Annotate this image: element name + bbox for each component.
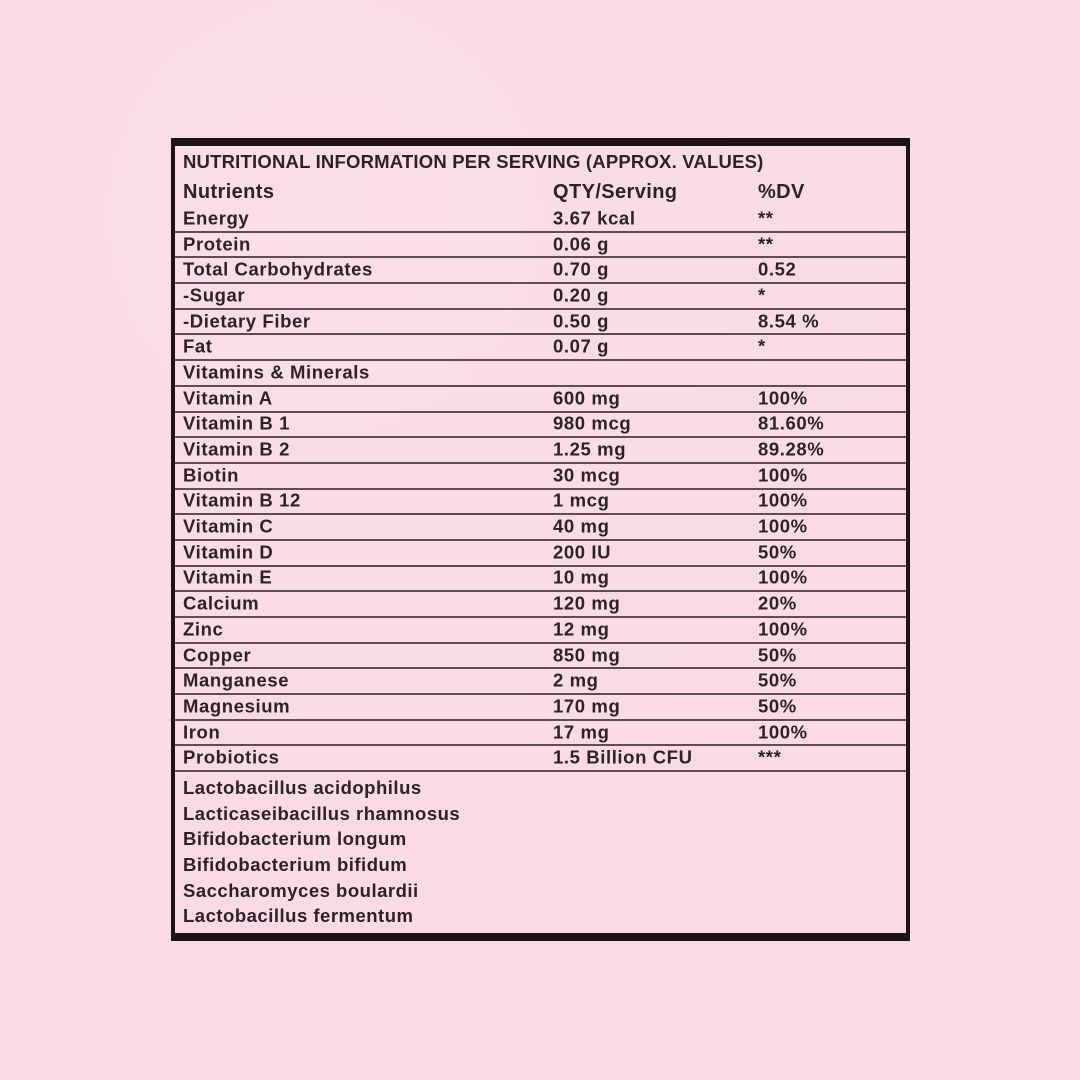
probiotic-strain: Bifidobacterium longum [183, 828, 407, 850]
nutrient-qty: 200 IU [553, 541, 612, 563]
nutrient-qty: 0.70 g [553, 258, 610, 280]
column-header-qty: QTY/Serving [553, 180, 678, 203]
nutrient-qty: 2 mg [553, 669, 599, 691]
nutrient-qty: 0.06 g [553, 233, 610, 255]
nutrient-dv: *** [758, 746, 782, 768]
table-row [175, 721, 906, 747]
nutrient-name: Magnesium [183, 695, 291, 717]
nutrient-dv: 50% [758, 541, 797, 563]
nutrient-dv: 100% [758, 721, 808, 743]
nutrient-dv: 0.52 [758, 258, 797, 280]
nutrient-dv: ** [758, 233, 774, 255]
table-row [175, 592, 906, 618]
table-row [175, 644, 906, 670]
nutrient-name: Protein [183, 233, 251, 255]
probiotic-strain: Lactobacillus acidophilus [183, 777, 422, 799]
nutrient-qty: 0.50 g [553, 310, 610, 332]
nutrient-dv: 100% [758, 464, 808, 486]
column-header-dv: %DV [758, 180, 805, 203]
nutrient-dv: 100% [758, 618, 808, 640]
nutrient-name: Vitamin E [183, 566, 273, 588]
nutrient-name: Energy [183, 207, 250, 229]
nutrient-name: Vitamin C [183, 515, 274, 537]
probiotic-strain: Saccharomyces boulardii [183, 879, 419, 901]
column-header-nutrients: Nutrients [183, 180, 275, 203]
table-row [175, 515, 906, 541]
table-row [175, 695, 906, 721]
nutrient-dv: 50% [758, 644, 797, 666]
nutrient-dv: 100% [758, 387, 808, 409]
nutrient-name: Iron [183, 721, 221, 743]
nutrient-qty: 1.25 mg [553, 438, 627, 460]
table-row [175, 258, 906, 284]
nutrient-dv: ** [758, 207, 774, 229]
nutrient-dv: 89.28% [758, 438, 825, 460]
table-row [175, 207, 906, 233]
probiotic-strain: Lactobacillus fermentum [183, 905, 414, 927]
nutrient-qty: 120 mg [553, 592, 621, 614]
section-header-row [175, 361, 906, 387]
table-row [175, 233, 906, 259]
nutrient-name: Vitamin B 1 [183, 412, 291, 434]
probiotic-strain: Lacticaseibacillus rhamnosus [183, 802, 461, 824]
table-row [175, 335, 906, 361]
nutrient-dv: 100% [758, 489, 808, 511]
nutrient-qty: 1.5 Billion CFU [553, 746, 693, 768]
nutrient-dv: 100% [758, 515, 808, 537]
nutrient-qty: 40 mg [553, 515, 610, 537]
nutrient-name: Probiotics [183, 746, 280, 768]
nutrient-dv: * [758, 284, 766, 306]
nutrient-name: -Sugar [183, 284, 246, 306]
table-row [175, 746, 906, 772]
probiotic-strains-list [175, 772, 906, 929]
nutrient-dv: 20% [758, 592, 797, 614]
nutrient-name: Vitamin B 2 [183, 438, 291, 460]
nutrient-name: Biotin [183, 464, 240, 486]
nutrient-name: Total Carbohydrates [183, 258, 373, 280]
nutrition-table [171, 138, 910, 941]
nutrient-qty: 3.67 kcal [553, 207, 636, 229]
nutrient-name: Vitamin B 12 [183, 489, 301, 511]
nutrient-name: Copper [183, 644, 252, 666]
table-row [175, 413, 906, 439]
table-row [175, 541, 906, 567]
nutrient-qty: 1 mcg [553, 489, 610, 511]
nutrient-qty: 30 mcg [553, 464, 621, 486]
nutrient-qty: 0.20 g [553, 284, 610, 306]
nutrient-name: Vitamin A [183, 387, 273, 409]
nutrient-qty: 12 mg [553, 618, 610, 640]
nutrient-dv: 81.60% [758, 412, 825, 434]
table-row [175, 438, 906, 464]
nutrient-dv: 100% [758, 566, 808, 588]
nutrient-qty: 850 mg [553, 644, 621, 666]
nutrient-rows [175, 207, 906, 772]
table-row [175, 284, 906, 310]
nutrient-qty: 980 mcg [553, 412, 632, 434]
table-row [175, 387, 906, 413]
nutrient-name: Vitamin D [183, 541, 274, 563]
nutrient-dv: * [758, 335, 766, 357]
nutrient-name: Zinc [183, 618, 224, 640]
table-row [175, 669, 906, 695]
nutrient-name: Vitamins & Minerals [183, 361, 370, 383]
table-row [175, 618, 906, 644]
nutrient-qty: 10 mg [553, 566, 610, 588]
nutrient-qty: 0.07 g [553, 335, 610, 357]
nutrient-name: -Dietary Fiber [183, 310, 311, 332]
nutrient-name: Calcium [183, 592, 260, 614]
table-row [175, 464, 906, 490]
table-row [175, 567, 906, 593]
probiotic-strain: Bifidobacterium bifidum [183, 853, 408, 875]
nutrient-qty: 600 mg [553, 387, 621, 409]
nutrient-name: Manganese [183, 669, 290, 691]
nutrient-dv: 8.54 % [758, 310, 820, 332]
table-row [175, 310, 906, 336]
nutrient-qty: 17 mg [553, 721, 610, 743]
nutrient-dv: 50% [758, 669, 797, 691]
table-title: NUTRITIONAL INFORMATION PER SERVING (APPROX. VALUES) [183, 151, 764, 172]
nutrient-dv: 50% [758, 695, 797, 717]
table-header-row [175, 177, 906, 207]
nutrient-name: Fat [183, 335, 213, 357]
table-row [175, 490, 906, 516]
nutrient-qty: 170 mg [553, 695, 621, 717]
